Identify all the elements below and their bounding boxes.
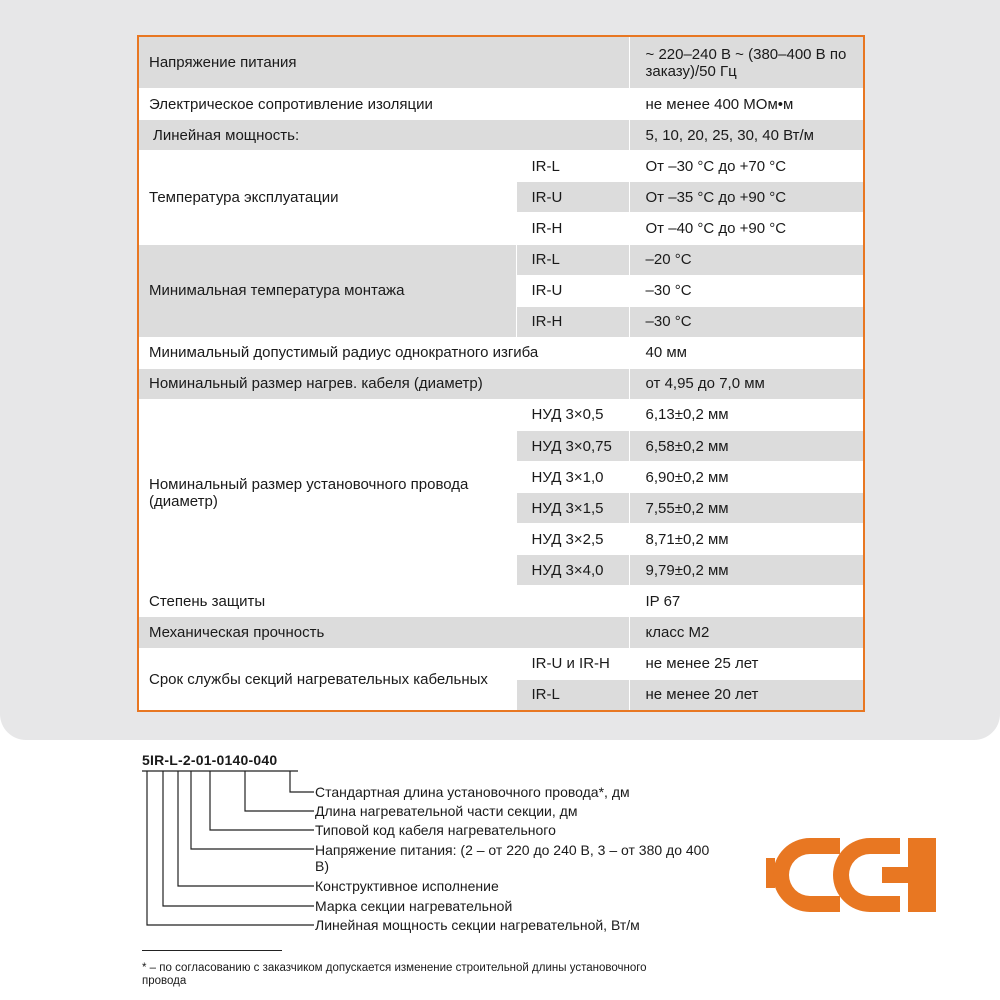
value-cell: 6,58±0,2 мм	[629, 431, 864, 462]
row-insulation	[138, 89, 864, 120]
legend-item: Конструктивное исполнение	[315, 878, 499, 894]
protection-value: IP 67	[629, 586, 864, 617]
insulation-value: не менее 400 МОм•м	[629, 89, 864, 120]
value-cell: не менее 20 лет	[629, 679, 864, 711]
legend-item: Типовой код кабеля нагревательного	[315, 822, 556, 838]
value-cell: От –35 °C до +90 °C	[629, 182, 864, 213]
code-legend-connectors	[140, 750, 320, 950]
type-cell: IR-H	[516, 213, 629, 244]
linear-power-value: 5, 10, 20, 25, 30, 40 Вт/м	[629, 120, 864, 151]
type-cell: IR-U	[516, 275, 629, 306]
row-mechanical-strength	[138, 617, 864, 648]
supply-voltage-label: Напряжение питания	[138, 36, 629, 89]
min-install-temp-label: Минимальная температура монтажа	[138, 244, 516, 337]
supply-voltage-value: ~ 220–240 В ~ (380–400 В по заказу)/50 Гц	[629, 36, 864, 89]
insulation-label: Электрическое сопротивление изоляции	[138, 89, 629, 120]
value-cell: 8,71±0,2 мм	[629, 524, 864, 555]
type-cell: IR-L	[516, 244, 629, 275]
type-cell: НУД 3×0,5	[516, 399, 629, 430]
value-cell: От –30 °C до +70 °C	[629, 151, 864, 182]
type-cell: НУД 3×1,5	[516, 493, 629, 524]
type-cell: НУД 3×2,5	[516, 524, 629, 555]
row-operating-temp	[138, 151, 864, 182]
cable-size-value: от 4,95 до 7,0 мм	[629, 368, 864, 399]
value-cell: –30 °C	[629, 275, 864, 306]
bend-radius-value: 40 мм	[629, 337, 864, 368]
mechanical-strength-value: класс М2	[629, 617, 864, 648]
legend-item: Стандартная длина установочного провода*, дм	[315, 784, 630, 800]
value-cell: 7,55±0,2 мм	[629, 493, 864, 524]
value-cell: не менее 25 лет	[629, 648, 864, 679]
linear-power-label: Линейная мощность:	[138, 120, 629, 151]
value-cell: 6,90±0,2 мм	[629, 462, 864, 493]
legend-item: Марка секции нагревательной	[315, 898, 513, 914]
type-cell: IR-L	[516, 151, 629, 182]
legend-item: Напряжение питания: (2 – от 220 до 240 В, 3 – от 380 до 400 В)	[315, 842, 710, 874]
value-cell: 6,13±0,2 мм	[629, 399, 864, 430]
footnote-divider	[142, 950, 282, 951]
code-legend	[140, 750, 740, 950]
legend-item: Линейная мощность секции нагревательной, Вт/м	[315, 917, 640, 933]
value-cell: 9,79±0,2 мм	[629, 555, 864, 586]
value-cell: –20 °C	[629, 244, 864, 275]
type-cell: IR-H	[516, 306, 629, 337]
row-service-life	[138, 648, 864, 679]
protection-label: Степень защиты	[138, 586, 629, 617]
type-cell: IR-L	[516, 679, 629, 711]
mechanical-strength-label: Механическая прочность	[138, 617, 629, 648]
product-code: 5IR-L-2-01-0140-040	[142, 752, 278, 768]
cable-size-label: Номинальный размер нагрев. кабеля (диаметр)	[138, 368, 629, 399]
row-wire-size	[138, 399, 864, 430]
row-min-install-temp	[138, 244, 864, 275]
legend-item: Длина нагревательной части секции, дм	[315, 803, 578, 819]
wire-size-label: Номинальный размер установочного провода (диаметр)	[138, 399, 516, 585]
operating-temp-label: Температура эксплуатации	[138, 151, 516, 244]
type-cell: НУД 3×0,75	[516, 431, 629, 462]
ssi-logo-icon	[760, 830, 940, 920]
row-supply-voltage	[138, 36, 864, 89]
type-cell: НУД 3×1,0	[516, 462, 629, 493]
footnote: * – по согласованию с заказчиком допускается изменение строительной длины установочного провода	[142, 962, 647, 987]
type-cell: IR-U и IR-H	[516, 648, 629, 679]
spec-table	[137, 35, 865, 712]
value-cell: –30 °C	[629, 306, 864, 337]
bend-radius-label: Минимальный допустимый радиус однократного изгиба	[138, 337, 629, 368]
row-protection	[138, 586, 864, 617]
type-cell: IR-U	[516, 182, 629, 213]
row-linear-power	[138, 120, 864, 151]
row-bend-radius	[138, 337, 864, 368]
service-life-label: Срок службы секций нагревательных кабельных	[138, 648, 516, 711]
value-cell: От –40 °C до +90 °C	[629, 213, 864, 244]
type-cell: НУД 3×4,0	[516, 555, 629, 586]
row-cable-size	[138, 368, 864, 399]
